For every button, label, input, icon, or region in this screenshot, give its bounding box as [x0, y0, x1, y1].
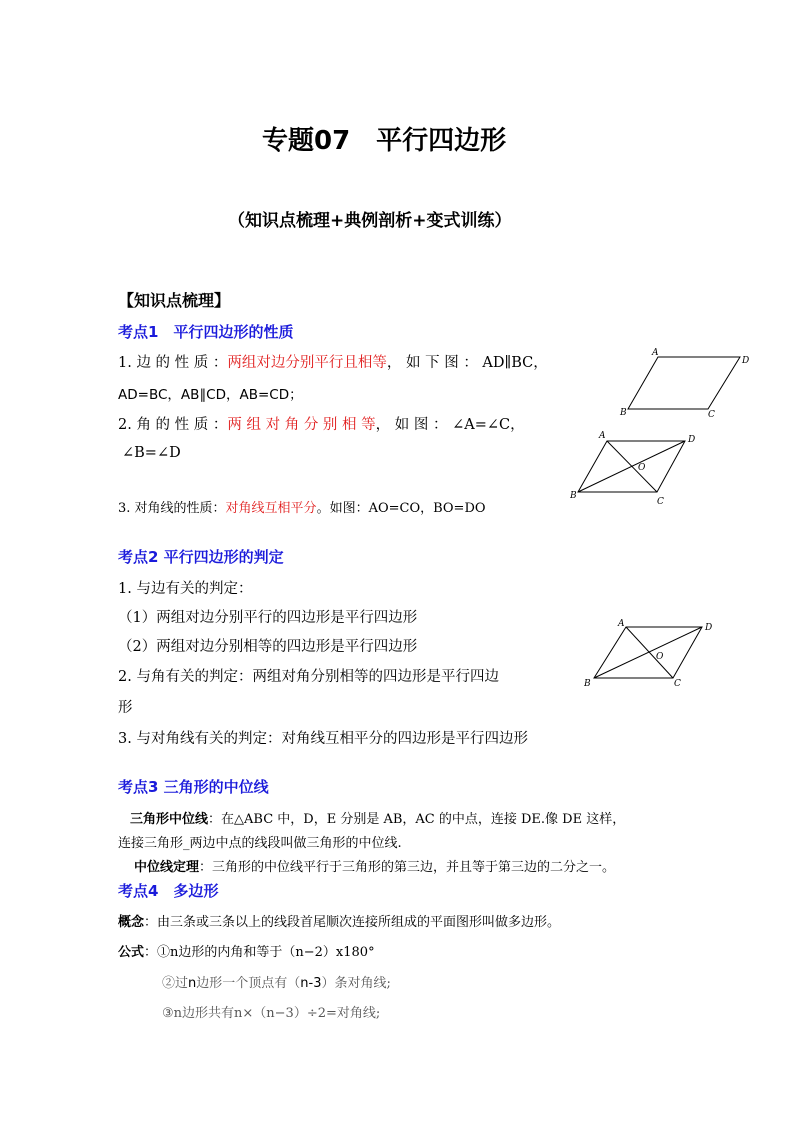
kp1-item2-suffix: ， 如 图 ： ∠A=∠C，: [375, 417, 525, 433]
kp1-item2-prefix: 2. 角 的 性 质 ：: [118, 417, 228, 433]
fig1-label-b: B: [620, 408, 627, 418]
kp1-item1-highlight: 两组对边分别平行且相等: [227, 355, 387, 371]
kp1-item3-suffix: 。如图：AO=CO，BO=DO: [316, 501, 486, 516]
kp2-line4: 2. 与角有关的判定：两组对角分别相等的四边形是平行四边: [118, 669, 499, 685]
kp1-item3: [118, 497, 486, 516]
fig2-label-b: B: [570, 491, 577, 501]
kp3-definition: [130, 808, 625, 827]
kp1-item2-line2: ∠B=∠D: [122, 445, 181, 461]
parallelogram-figure-2: [570, 428, 710, 508]
fig2-label-c: C: [657, 497, 664, 507]
kp4-formula-2-n: n: [188, 976, 197, 991]
kp2-line5: 形: [118, 700, 133, 716]
fig1-label-c: C: [708, 410, 715, 420]
kp2-line3: （2）两组对边分别相等的四边形是平行四边形: [118, 639, 418, 655]
fig3-label-a: A: [618, 619, 625, 629]
kp4-formula-2-pre: ②过: [162, 976, 189, 991]
fig2-label-d: D: [688, 435, 696, 445]
kp1-item1-prefix: 1. 边 的 性 质 ：: [118, 355, 228, 371]
parallelogram-figure-1: [612, 345, 752, 420]
kp2-line1: 1. 与边有关的判定：: [118, 581, 253, 597]
fig3-label-o: O: [656, 652, 664, 662]
kp1-item1: [118, 351, 548, 372]
kp1-item3-prefix: 3. 对角线的性质：: [118, 501, 226, 516]
kp4-formula-2-n3: n-3: [300, 976, 322, 991]
kp2-line2: （1）两组对边分别平行的四边形是平行四边形: [118, 610, 418, 626]
page-title: 专题07 平行四边形: [262, 126, 507, 156]
fig3-label-d: D: [705, 623, 713, 633]
kp3-theorem-text: ：三角形的中位线平行于三角形的第三边，并且等于第三边的二分之一。: [199, 860, 616, 875]
kp4-formula-label: 公式: [118, 945, 145, 960]
kp3-definition-line2: 连接三角形_两边中点的线段叫做三角形的中位线.: [118, 836, 402, 851]
kp3-heading: 考点3 三角形的中位线: [118, 778, 269, 796]
kp4-formula-2-mid: 边形一个顶点有（: [196, 976, 301, 991]
kp4-formula-1: [118, 941, 375, 960]
kp1-item2-highlight: 两 组 对 角 分 别 相 等: [227, 417, 376, 433]
kp1-heading: 考点1 平行四边形的性质: [118, 323, 294, 341]
kp1-item3-highlight: 对角线互相平分: [225, 501, 317, 516]
kp4-heading: 考点4 多边形: [118, 882, 219, 900]
section-heading: 【知识点梳理】: [118, 291, 231, 310]
fig2-label-a: A: [599, 431, 606, 441]
parallelogram-figure-3: [584, 614, 724, 694]
kp4-formula-3: ③n边形共有n×（n−3）÷2=对角线;: [162, 1006, 381, 1021]
fig3-label-b: B: [584, 679, 591, 689]
kp1-item1-line2: AD=BC，AB∥CD，AB=CD；: [118, 387, 303, 403]
kp4-concept-text: ：由三条或三条以上的线段首尾顺次连接所组成的平面图形叫做多边形。: [144, 915, 561, 930]
kp3-definition-label: 三角形中位线: [130, 812, 209, 827]
fig2-label-o: O: [638, 463, 646, 473]
kp4-concept-label: 概念: [118, 915, 145, 930]
fig1-label-d: D: [742, 356, 750, 366]
kp4-concept: [118, 911, 560, 930]
kp4-formula-2-post: ）条对角线;: [321, 976, 391, 991]
kp3-theorem: [134, 856, 615, 875]
kp2-line6: 3. 与对角线有关的判定：对角线互相平分的四边形是平行四边形: [118, 731, 528, 747]
kp2-heading: 考点2 平行四边形的判定: [118, 548, 284, 566]
fig3-label-c: C: [674, 679, 681, 689]
kp3-theorem-label: 中位线定理: [134, 860, 200, 875]
kp1-item2: [118, 413, 525, 434]
fig1-label-a: A: [652, 348, 659, 358]
page-subtitle: （知识点梳理+典例剖析+变式训练）: [228, 211, 512, 231]
kp4-formula-1-text: ：①n边形的内角和等于（n−2）x180°: [144, 945, 375, 960]
kp4-formula-2: [162, 972, 391, 991]
kp3-definition-text: ：在△ABC 中，D，E 分别是 AB，AC 的中点，连接 DE.像 DE 这样，: [208, 812, 626, 827]
kp1-item1-suffix: ， 如 下 图 ： AD∥BC，: [386, 355, 548, 371]
